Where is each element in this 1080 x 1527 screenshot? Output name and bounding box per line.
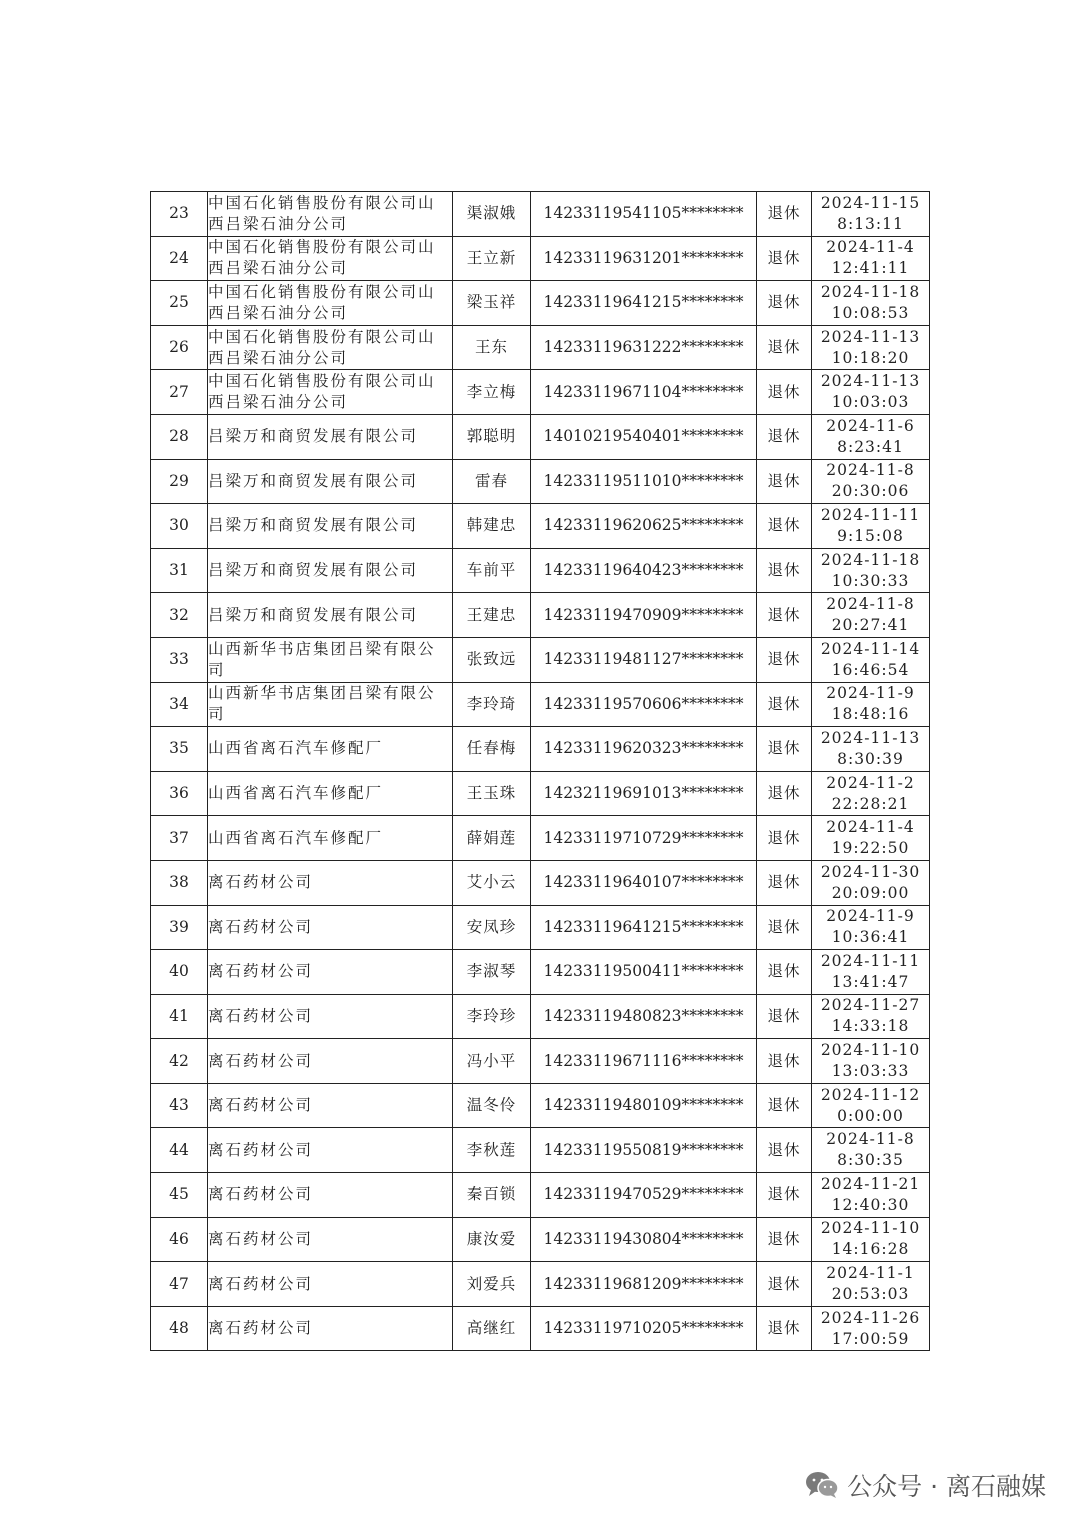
id-number: 14233119631222******** (531, 325, 757, 370)
submit-date: 2024-11-10 (820, 1041, 921, 1060)
company-name: 吕梁万和商贸发展有限公司 (208, 548, 453, 593)
id-number: 14233119570606******** (531, 682, 757, 727)
submit-date: 2024-11-8 (826, 595, 915, 614)
status-type: 退休 (757, 192, 812, 237)
submit-time (812, 816, 930, 861)
row-number: 42 (151, 1039, 208, 1084)
id-number: 14233119500411******** (531, 950, 757, 995)
table-row (151, 1306, 930, 1351)
status-type: 退休 (757, 1128, 812, 1173)
submit-time (812, 860, 930, 905)
submit-clock: 10:30:33 (831, 571, 910, 590)
person-name: 李玲珍 (453, 994, 531, 1039)
row-number: 45 (151, 1173, 208, 1218)
submit-time (812, 1262, 930, 1307)
table-row (151, 637, 930, 682)
submit-clock: 12:41:11 (831, 259, 910, 278)
id-number: 14233119481127******** (531, 637, 757, 682)
submit-time (812, 281, 930, 326)
company-name: 吕梁万和商贸发展有限公司 (208, 414, 453, 459)
submit-clock: 10:36:41 (831, 928, 910, 947)
submit-date: 2024-11-11 (820, 951, 921, 970)
person-name: 康汝爱 (453, 1217, 531, 1262)
submit-clock: 16:46:54 (831, 660, 910, 679)
row-number: 36 (151, 771, 208, 816)
person-name: 李玲琦 (453, 682, 531, 727)
row-number: 30 (151, 504, 208, 549)
company-name: 离石药材公司 (208, 1128, 453, 1173)
person-name: 冯小平 (453, 1039, 531, 1084)
status-type: 退休 (757, 1083, 812, 1128)
submit-date: 2024-11-9 (826, 907, 915, 926)
status-type: 退休 (757, 637, 812, 682)
company-name: 离石药材公司 (208, 860, 453, 905)
row-number: 28 (151, 414, 208, 459)
table-row (151, 593, 930, 638)
submit-clock: 20:09:00 (831, 883, 910, 902)
submit-time (812, 370, 930, 415)
person-name: 秦百锁 (453, 1173, 531, 1218)
company-name: 山西省离石汽车修配厂 (208, 816, 453, 861)
submit-time (812, 771, 930, 816)
id-number: 14233119550819******** (531, 1128, 757, 1173)
submit-clock: 10:03:03 (831, 393, 910, 412)
id-number: 14233119470529******** (531, 1173, 757, 1218)
submit-date: 2024-11-18 (820, 282, 921, 301)
submit-date: 2024-11-6 (826, 416, 915, 435)
id-number: 14233119470909******** (531, 593, 757, 638)
row-number: 35 (151, 727, 208, 772)
person-name: 高继红 (453, 1306, 531, 1351)
submit-date: 2024-11-10 (820, 1219, 921, 1238)
status-type: 退休 (757, 682, 812, 727)
table-row (151, 727, 930, 772)
id-number: 14233119710205******** (531, 1306, 757, 1351)
company-name: 中国石化销售股份有限公司山西吕梁石油分公司 (208, 370, 453, 415)
row-number: 38 (151, 860, 208, 905)
submit-date: 2024-11-1 (826, 1264, 915, 1283)
id-number: 14232119691013******** (531, 771, 757, 816)
person-name: 渠淑娥 (453, 192, 531, 237)
status-type: 退休 (757, 236, 812, 281)
row-number: 39 (151, 905, 208, 950)
row-number: 44 (151, 1128, 208, 1173)
submit-clock: 12:40:30 (831, 1195, 910, 1214)
person-name: 王立新 (453, 236, 531, 281)
submit-clock: 8:30:35 (837, 1151, 904, 1170)
submit-date: 2024-11-12 (820, 1085, 921, 1104)
status-type: 退休 (757, 727, 812, 772)
company-name: 山西省离石汽车修配厂 (208, 727, 453, 772)
person-name: 艾小云 (453, 860, 531, 905)
submit-time (812, 414, 930, 459)
row-number: 41 (151, 994, 208, 1039)
person-name: 李立梅 (453, 370, 531, 415)
row-number: 43 (151, 1083, 208, 1128)
row-number: 27 (151, 370, 208, 415)
table-row (151, 1173, 930, 1218)
id-number: 14233119640423******** (531, 548, 757, 593)
status-type: 退休 (757, 414, 812, 459)
status-type: 退休 (757, 325, 812, 370)
row-number: 48 (151, 1306, 208, 1351)
submit-time (812, 504, 930, 549)
row-number: 34 (151, 682, 208, 727)
submit-clock: 17:00:59 (831, 1329, 910, 1348)
submit-clock: 0:00:00 (837, 1106, 904, 1125)
submit-clock: 22:28:21 (831, 794, 910, 813)
status-type: 退休 (757, 860, 812, 905)
person-name: 张致远 (453, 637, 531, 682)
submit-date: 2024-11-26 (820, 1308, 921, 1327)
submit-time (812, 905, 930, 950)
id-number: 14233119480109******** (531, 1083, 757, 1128)
submit-date: 2024-11-8 (826, 1130, 915, 1149)
submit-clock: 13:03:33 (831, 1062, 910, 1081)
table-row (151, 950, 930, 995)
submit-clock: 20:27:41 (831, 616, 910, 635)
table-row (151, 459, 930, 504)
row-number: 32 (151, 593, 208, 638)
submit-time (812, 1128, 930, 1173)
row-number: 47 (151, 1262, 208, 1307)
person-name: 薛娟莲 (453, 816, 531, 861)
watermark (805, 1465, 1046, 1505)
submit-date: 2024-11-15 (820, 193, 921, 212)
table-row (151, 682, 930, 727)
status-type: 退休 (757, 1039, 812, 1084)
submit-date: 2024-11-13 (820, 372, 921, 391)
submit-date: 2024-11-8 (826, 461, 915, 480)
table-row (151, 548, 930, 593)
company-name: 吕梁万和商贸发展有限公司 (208, 459, 453, 504)
submit-time (812, 682, 930, 727)
company-name: 中国石化销售股份有限公司山西吕梁石油分公司 (208, 192, 453, 237)
company-name: 离石药材公司 (208, 1039, 453, 1084)
table-row (151, 771, 930, 816)
submit-clock: 8:30:39 (837, 749, 904, 768)
id-number: 14233119480823******** (531, 994, 757, 1039)
company-name: 离石药材公司 (208, 950, 453, 995)
person-name: 梁玉祥 (453, 281, 531, 326)
id-number: 14010219540401******** (531, 414, 757, 459)
submit-date: 2024-11-30 (820, 862, 921, 881)
table-row (151, 325, 930, 370)
id-number: 14233119640107******** (531, 860, 757, 905)
submit-clock: 20:30:06 (831, 482, 910, 501)
company-name: 山西新华书店集团吕梁有限公司 (208, 682, 453, 727)
company-name: 吕梁万和商贸发展有限公司 (208, 504, 453, 549)
table-row (151, 860, 930, 905)
id-number: 14233119641215******** (531, 281, 757, 326)
wechat-icon (805, 1471, 839, 1499)
submit-time (812, 994, 930, 1039)
company-name: 吕梁万和商贸发展有限公司 (208, 593, 453, 638)
person-name: 刘爱兵 (453, 1262, 531, 1307)
company-name: 离石药材公司 (208, 1217, 453, 1262)
status-type: 退休 (757, 1217, 812, 1262)
table-row (151, 1083, 930, 1128)
company-name: 山西新华书店集团吕梁有限公司 (208, 637, 453, 682)
submit-time (812, 1217, 930, 1262)
submit-date: 2024-11-21 (820, 1174, 921, 1193)
company-name: 离石药材公司 (208, 994, 453, 1039)
row-number: 26 (151, 325, 208, 370)
company-name: 离石药材公司 (208, 1173, 453, 1218)
submit-clock: 14:16:28 (831, 1240, 910, 1259)
person-name: 安凤珍 (453, 905, 531, 950)
person-name: 王东 (453, 325, 531, 370)
status-type: 退休 (757, 994, 812, 1039)
submit-date: 2024-11-9 (826, 684, 915, 703)
submit-time (812, 1083, 930, 1128)
table-row (151, 504, 930, 549)
row-number: 37 (151, 816, 208, 861)
person-name: 雷春 (453, 459, 531, 504)
table-row (151, 236, 930, 281)
records-table-body (151, 192, 930, 1351)
submit-time (812, 325, 930, 370)
company-name: 中国石化销售股份有限公司山西吕梁石油分公司 (208, 281, 453, 326)
row-number: 25 (151, 281, 208, 326)
submit-date: 2024-11-13 (820, 728, 921, 747)
submit-clock: 18:48:16 (831, 705, 910, 724)
status-type: 退休 (757, 950, 812, 995)
submit-date: 2024-11-18 (820, 550, 921, 569)
person-name: 韩建忠 (453, 504, 531, 549)
submit-date: 2024-11-4 (826, 238, 915, 257)
person-name: 任春梅 (453, 727, 531, 772)
submit-date: 2024-11-14 (820, 639, 921, 658)
submit-clock: 8:13:11 (837, 214, 904, 233)
submit-clock: 14:33:18 (831, 1017, 910, 1036)
watermark-text: 公众号 · 离石融媒 (847, 1472, 1046, 1501)
submit-date: 2024-11-2 (826, 773, 915, 792)
submit-clock: 19:22:50 (831, 839, 910, 858)
submit-time (812, 192, 930, 237)
row-number: 46 (151, 1217, 208, 1262)
company-name: 离石药材公司 (208, 1262, 453, 1307)
row-number: 40 (151, 950, 208, 995)
person-name: 车前平 (453, 548, 531, 593)
submit-clock: 13:41:47 (831, 972, 910, 991)
status-type: 退休 (757, 281, 812, 326)
table-row (151, 1128, 930, 1173)
person-name: 郭聪明 (453, 414, 531, 459)
table-row (151, 905, 930, 950)
status-type: 退休 (757, 504, 812, 549)
person-name: 温冬伶 (453, 1083, 531, 1128)
table-row (151, 1039, 930, 1084)
id-number: 14233119511010******** (531, 459, 757, 504)
table-row (151, 1262, 930, 1307)
status-type: 退休 (757, 771, 812, 816)
id-number: 14233119620625******** (531, 504, 757, 549)
status-type: 退休 (757, 548, 812, 593)
id-number: 14233119710729******** (531, 816, 757, 861)
status-type: 退休 (757, 1173, 812, 1218)
status-type: 退休 (757, 1306, 812, 1351)
submit-time (812, 1039, 930, 1084)
row-number: 23 (151, 192, 208, 237)
submit-clock: 8:23:41 (837, 437, 904, 456)
row-number: 29 (151, 459, 208, 504)
id-number: 14233119620323******** (531, 727, 757, 772)
records-table (150, 191, 930, 1351)
row-number: 33 (151, 637, 208, 682)
status-type: 退休 (757, 459, 812, 504)
company-name: 中国石化销售股份有限公司山西吕梁石油分公司 (208, 236, 453, 281)
company-name: 山西省离石汽车修配厂 (208, 771, 453, 816)
company-name: 离石药材公司 (208, 1306, 453, 1351)
company-name: 中国石化销售股份有限公司山西吕梁石油分公司 (208, 325, 453, 370)
id-number: 14233119671116******** (531, 1039, 757, 1084)
table-row (151, 994, 930, 1039)
person-name: 李淑琴 (453, 950, 531, 995)
submit-clock: 20:53:03 (831, 1285, 910, 1304)
table-row (151, 816, 930, 861)
id-number: 14233119541105******** (531, 192, 757, 237)
submit-time (812, 593, 930, 638)
status-type: 退休 (757, 905, 812, 950)
submit-time (812, 236, 930, 281)
status-type: 退休 (757, 593, 812, 638)
submit-date: 2024-11-11 (820, 505, 921, 524)
submit-clock: 10:08:53 (831, 303, 910, 322)
submit-date: 2024-11-13 (820, 327, 921, 346)
submit-time (812, 459, 930, 504)
person-name: 李秋莲 (453, 1128, 531, 1173)
table-row (151, 1217, 930, 1262)
person-name: 王建忠 (453, 593, 531, 638)
submit-time (812, 637, 930, 682)
submit-clock: 9:15:08 (837, 526, 904, 545)
id-number: 14233119681209******** (531, 1262, 757, 1307)
submit-time (812, 548, 930, 593)
submit-time (812, 950, 930, 995)
id-number: 14233119671104******** (531, 370, 757, 415)
status-type: 退休 (757, 370, 812, 415)
company-name: 离石药材公司 (208, 905, 453, 950)
status-type: 退休 (757, 1262, 812, 1307)
company-name: 离石药材公司 (208, 1083, 453, 1128)
submit-time (812, 1306, 930, 1351)
table-row (151, 414, 930, 459)
submit-clock: 10:18:20 (831, 348, 910, 367)
row-number: 31 (151, 548, 208, 593)
id-number: 14233119430804******** (531, 1217, 757, 1262)
table-row (151, 370, 930, 415)
id-number: 14233119631201******** (531, 236, 757, 281)
submit-time (812, 1173, 930, 1218)
status-type: 退休 (757, 816, 812, 861)
submit-time (812, 727, 930, 772)
id-number: 14233119641215******** (531, 905, 757, 950)
person-name: 王玉珠 (453, 771, 531, 816)
submit-date: 2024-11-27 (820, 996, 921, 1015)
table-row (151, 281, 930, 326)
table-row (151, 192, 930, 237)
submit-date: 2024-11-4 (826, 818, 915, 837)
row-number: 24 (151, 236, 208, 281)
